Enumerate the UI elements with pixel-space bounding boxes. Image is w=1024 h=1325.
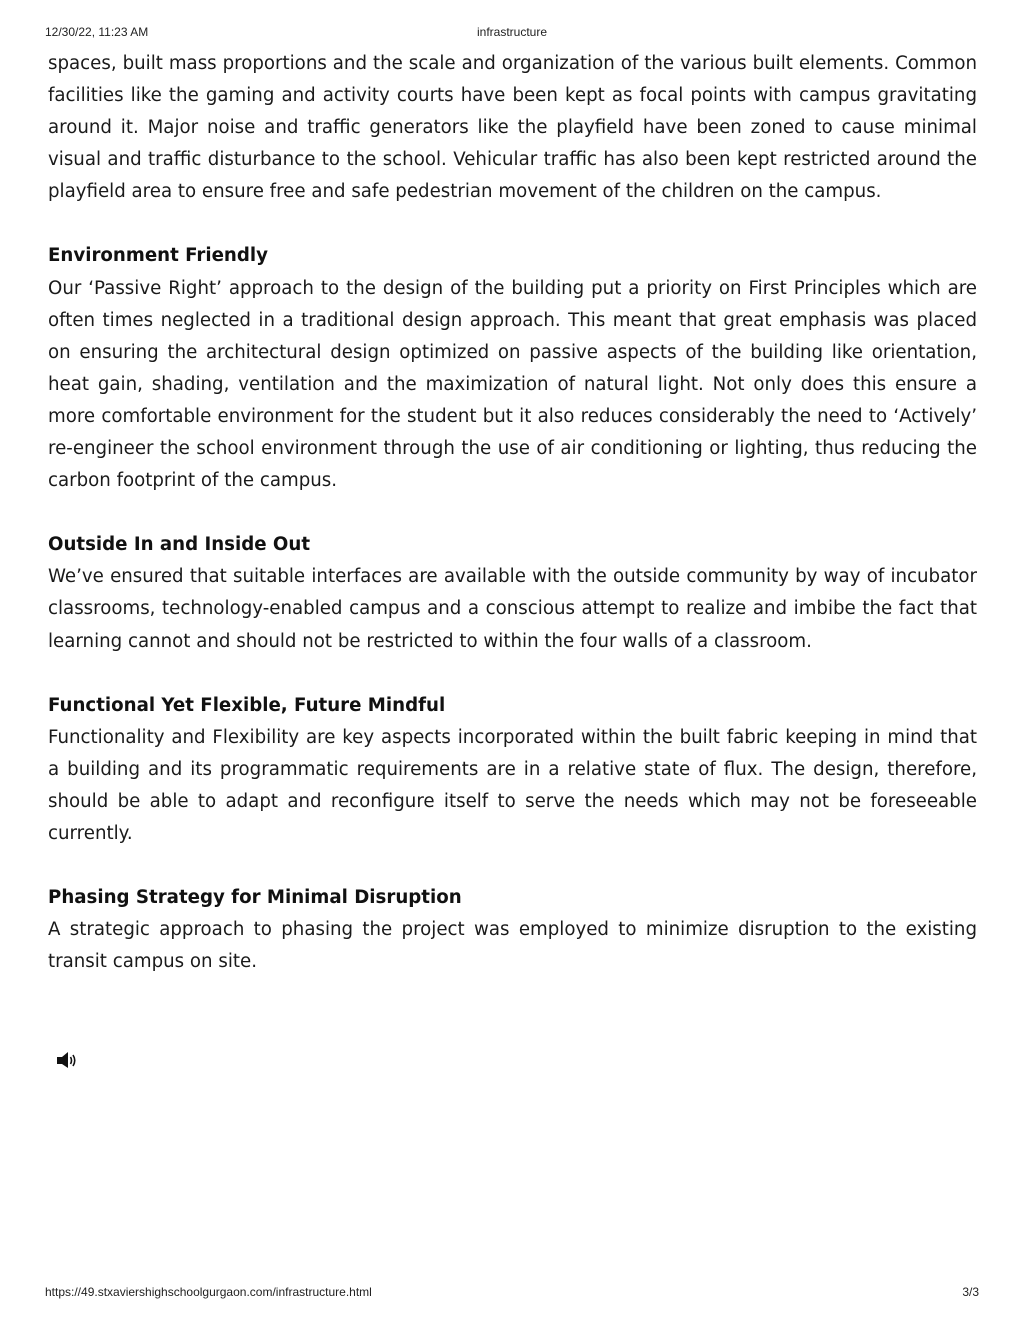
section-heading: Environment Friendly bbox=[48, 245, 268, 267]
speaker-icon[interactable] bbox=[55, 1050, 79, 1070]
section-body: Functionality and Flexibility are key aspects incorporated within the built fabric keeping in mind that a building and its programmatic requirements are in a relative state of flux. The design, therefore, should be able to adapt and reconfigure itself to serve the needs which may not be foreseeable currently. bbox=[48, 726, 977, 844]
print-header bbox=[45, 25, 979, 41]
section-environment-friendly bbox=[48, 240, 977, 497]
article-content bbox=[48, 48, 977, 978]
section-heading: Functional Yet Flexible, Future Mindful bbox=[48, 694, 446, 716]
section-body: Our ‘Passive Right’ approach to the design of the building put a priority on First Principles which are often times neglected in a traditional design approach. This meant that great emphasis was placed on ensuring the architectural design optimized on passive aspects of the building like orientation, heat gain, shading, ventilation and the maximization of natural light. Not only does this ensure a more comfortable environment for the student but it also reduces considerably the need to ‘Actively’ re-engineer the school environment through the use of air conditioning or lighting, thus reducing the carbon footprint of the campus. bbox=[48, 277, 977, 492]
intro-paragraph: spaces, built mass proportions and the scale and organization of the various built elements. Common facilities like the gaming and activity courts have been kept as focal points with campus gravitating around it. Major noise and traffic generators like the playfield have been zoned to cause minimal visual and traffic disturbance to the school. Vehicular traffic has also been kept restricted around the playfield area to ensure free and safe pedestrian movement of the children on the campus. bbox=[48, 53, 977, 203]
print-page-title: infrastructure bbox=[476, 25, 548, 39]
section-heading: Phasing Strategy for Minimal Disruption bbox=[48, 887, 462, 909]
page-number: 3/3 bbox=[962, 1285, 979, 1299]
print-footer bbox=[45, 1285, 979, 1301]
page-url: https://49.stxaviershighschoolgurgaon.com/infrastructure.html bbox=[45, 1285, 372, 1299]
section-outside-in bbox=[48, 529, 977, 657]
section-body: We’ve ensured that suitable interfaces are available with the outside community by way of incubator classrooms, technology-enabled campus and a conscious attempt to realize and imbibe the fact that learning cannot and should not be restricted to within the four walls of a classroom. bbox=[48, 566, 977, 652]
section-body: A strategic approach to phasing the project was employed to minimize disruption to the existing transit campus on site. bbox=[48, 919, 977, 973]
print-datetime: 12/30/22, 11:23 AM bbox=[45, 25, 149, 39]
section-phasing-strategy bbox=[48, 882, 977, 978]
section-heading: Outside In and Inside Out bbox=[48, 534, 311, 556]
section-functional-flexible bbox=[48, 690, 977, 850]
